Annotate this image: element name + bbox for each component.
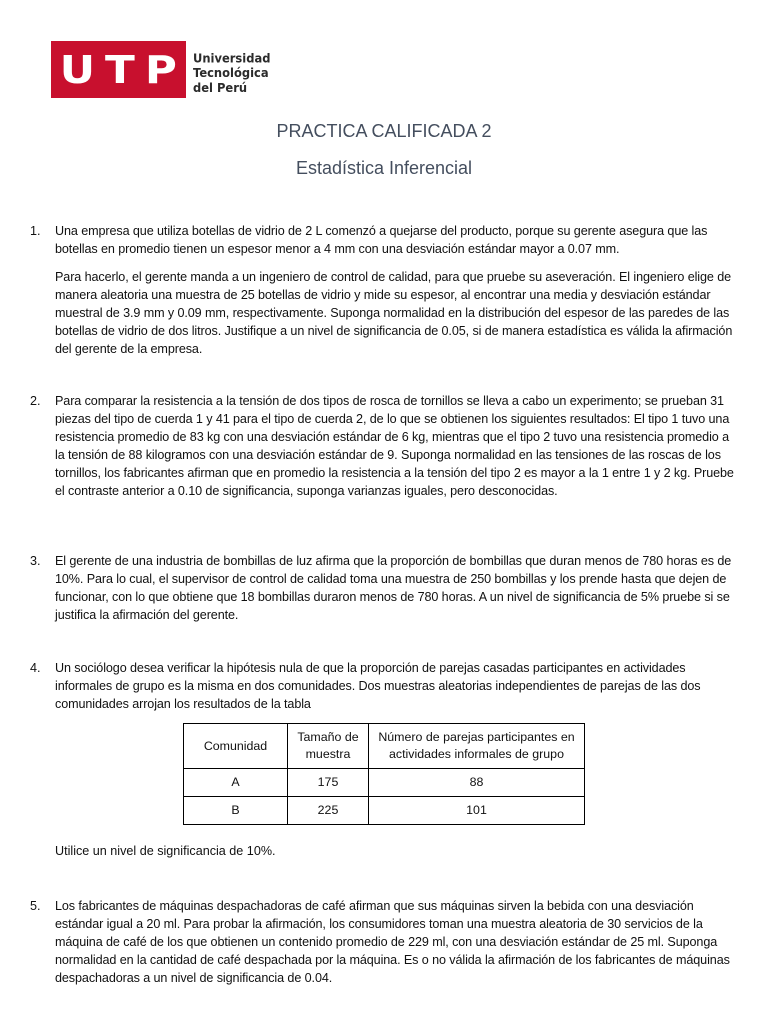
table-cell: A: [184, 769, 288, 797]
table-header-cell: Comunidad: [184, 724, 288, 769]
table-header-row: [184, 724, 585, 769]
table-header-cell: Número de parejas participantes en actividades informales de grupo: [369, 724, 585, 769]
question-text: El gerente de una industria de bombillas de luz afirma que la proporción de bombillas que duran menos de 780 horas es de 10%. Para lo cual, el supervisor de control de calidad toma una muestra de 250 bombillas y los prende hasta que dejen de funcionar, con lo que obtiene que 18 bombillas duraron menos de 780 horas. A un nivel de significancia de 5% pruebe si se justifica la afirmación del gerente.: [55, 554, 732, 622]
logo-university-name: [193, 51, 270, 99]
page-title: PRACTICA CALIFICADA 2: [276, 121, 492, 141]
question-number: 5.: [30, 899, 41, 913]
page-subtitle: Estadística Inferencial: [295, 158, 473, 178]
table-cell: 175: [288, 769, 369, 797]
logo-line-1: Universidad: [193, 50, 271, 66]
table-cell: 88: [369, 769, 585, 797]
question-number: 2.: [30, 394, 41, 408]
question-number: 3.: [30, 554, 41, 568]
table-cell: 101: [369, 797, 585, 825]
logo-letter-u: U: [59, 47, 96, 92]
table-row: [184, 797, 585, 825]
question-number: 4.: [30, 661, 41, 675]
question-text: Para hacerlo, el gerente manda a un ingeniero de control de calidad, para que pruebe su aseveración. El ingeniero elige de manera aleatoria una muestra de 25 botellas de vidrio y mide su espesor, al encontrar una media y desviación estándar muestral de 3.9 mm y 0.09 mm, respectivamente. Suponga normalidad en la distribución del espesor de las paredes de las botellas de vidrio de dos litros. Justifique a un nivel de significancia de 0.05, si de manera estadística es válida la afirmación del gerente de la empresa.: [55, 270, 733, 356]
question-text: Para comparar la resistencia a la tensión de dos tipos de rosca de tornillos se lleva a cabo un experimento; se prueban 31 piezas del tipo de cuerda 1 y 41 para el tipo de cuerda 2, de lo que se obtienen los siguientes resultados: El tipo 1 tuvo una resistencia promedio de 83 kg con una desviación estándar de 6 kg, mientras que el tipo 2 tuvo una resistencia promedio a la tensión de 88 kilogramos con una desviación estándar de 9. Suponga normalidad en las tensiones de las roscas de los tornillos, los fabricantes afirman que en promedio la resistencia a la tensión del tipo 2 es mayor a la 1 entre 1 y 2 kg. Pruebe el contraste anterior a 0.10 de significancia, suponga varianzas iguales, pero desconocidas.: [55, 394, 734, 498]
logo-line-3: del Perú: [193, 80, 248, 95]
table-row: [184, 769, 585, 797]
question-4-note: Utilice un nivel de significancia de 10%.: [55, 844, 276, 858]
question-text: Un sociólogo desea verificar la hipótesis nula de que la proporción de parejas casadas participantes en actividades informales de grupo es la misma en dos comunidades. Dos muestras aleatorias independientes de parejas de las dos comunidades arrojan los resultados de la tabla: [55, 661, 701, 711]
table-cell: 225: [288, 797, 369, 825]
table-header-cell: Tamaño de muestra: [288, 724, 369, 769]
table-cell: B: [184, 797, 288, 825]
utp-logo-mark: [51, 41, 186, 98]
question-text: Una empresa que utiliza botellas de vidrio de 2 L comenzó a quejarse del producto, porque su gerente asegura que las botellas en promedio tienen un espesor menor a 4 mm con una desviación estándar mayor a 0.07 mm.: [55, 224, 708, 256]
utp-logo: [51, 41, 270, 98]
logo-line-2: Tecnológica: [193, 65, 269, 81]
communities-table: [183, 723, 585, 825]
logo-letter-t: T: [105, 47, 135, 92]
question-text: Los fabricantes de máquinas despachadoras de café afirman que sus máquinas sirven la bebida con una desviación estándar igual a 20 ml. Para probar la afirmación, los consumidores toman una muestra aleatoria de 30 servicios de la máquina de café de los que obtienen un contenido promedio de 229 ml, con una desviación estándar de 25 ml. Suponga normalidad en la cantidad de café despachada por la máquina. Es o no válida la afirmación de los fabricantes de máquinas despachadoras a un nivel de significancia de 0.04.: [55, 899, 730, 985]
logo-letter-p: P: [144, 47, 177, 92]
question-number: 1.: [30, 224, 41, 238]
